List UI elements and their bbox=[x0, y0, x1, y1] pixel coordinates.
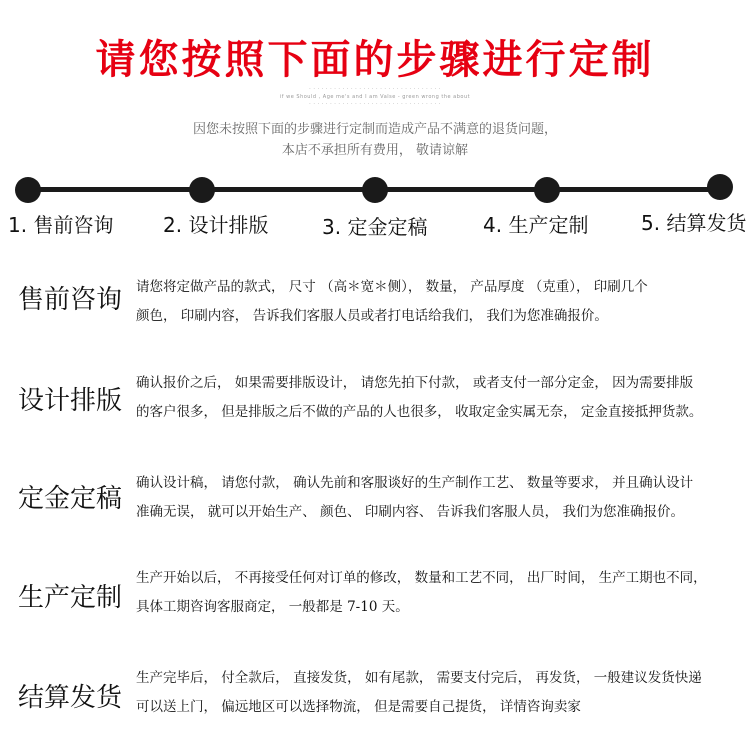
step-dot-5 bbox=[707, 174, 733, 200]
section-text bbox=[136, 564, 736, 622]
section-text-line: 确认设计稿， 请您付款， 确认先前和客服谈好的生产制作工艺、 数量等要求， 并且确认设计 bbox=[136, 475, 694, 491]
section-text-line: 可以送上门， 偏远地区可以选择物流， 但是需要自己提货， 详情咨询卖家 bbox=[136, 699, 581, 715]
section-text-line: 确认报价之后， 如果需要排版设计， 请您先拍下付款， 或者支付一部分定金， 因为需要排版 bbox=[136, 375, 694, 391]
section-text bbox=[136, 369, 736, 427]
section-text-line: 颜色， 印刷内容， 告诉我们客服人员或者打电话给我们， 我们为您准确报价。 bbox=[136, 308, 608, 324]
section-title: 售前咨询 bbox=[18, 285, 123, 315]
section-title: 生产定制 bbox=[18, 583, 123, 613]
section-title: 结算发货 bbox=[18, 683, 123, 713]
step-dot-3 bbox=[362, 177, 388, 203]
step-dot-2 bbox=[189, 177, 215, 203]
notice-line-1: 因您未按照下面的步骤进行定制而造成产品不满意的退货问题， bbox=[192, 122, 557, 137]
section-text-line: 具体工期咨询客服商定， 一般都是 7-10 天。 bbox=[136, 599, 409, 615]
step-label-2: 2. 设计排版 bbox=[163, 213, 269, 237]
tiny-decorative-text-3: · · · · · · · · · · · · · · · · · · · · · · · · · · · · · · · · bbox=[309, 101, 441, 107]
section-text bbox=[136, 273, 736, 331]
section-text-line: 生产完毕后， 付全款后， 直接发货， 如有尾款， 需要支付完后， 再发货， 一般建议发货快递 bbox=[136, 670, 702, 686]
section-title: 定金定稿 bbox=[18, 484, 123, 514]
section-text-line: 请您将定做产品的款式， 尺寸 （高＊宽＊侧）， 数量， 产品厚度 （克重）， 印刷几个 bbox=[136, 279, 648, 295]
section-text bbox=[136, 664, 736, 722]
step-label-5: 5. 结算发货 bbox=[641, 211, 747, 235]
step-label-3: 3. 定金定稿 bbox=[322, 215, 428, 239]
page-title: 请您按照下面的步骤进行定制 bbox=[95, 37, 655, 83]
section-title: 设计排版 bbox=[18, 386, 123, 416]
tiny-decorative-text-2: if we Should , Age me's and I am Valse - green wrong the about bbox=[279, 94, 471, 100]
step-label-4: 4. 生产定制 bbox=[483, 213, 589, 237]
section-text-line: 准确无误， 就可以开始生产、 颜色、 印刷内容、 告诉我们客服人员， 我们为您准确报价。 bbox=[136, 504, 684, 520]
notice-line-2: 本店不承担所有费用， 敬请谅解 bbox=[281, 143, 469, 158]
step-dot-4 bbox=[534, 177, 560, 203]
section-text bbox=[136, 469, 736, 527]
section-text-line: 生产开始以后， 不再接受任何对订单的修改， 数量和工艺不同， 出厂时间， 生产工期也不同， bbox=[136, 570, 707, 586]
step-dot-1 bbox=[15, 177, 41, 203]
tiny-decorative-text-1: · · · · · · · · · · · · · · · · · · · · · · · · · · · · · · · · bbox=[309, 86, 441, 92]
step-label-1: 1. 售前咨询 bbox=[8, 213, 114, 237]
section-text-line: 的客户很多， 但是排版之后不做的产品的人也很多， 收取定金实属无奈， 定金直接抵押货款。 bbox=[136, 404, 703, 420]
